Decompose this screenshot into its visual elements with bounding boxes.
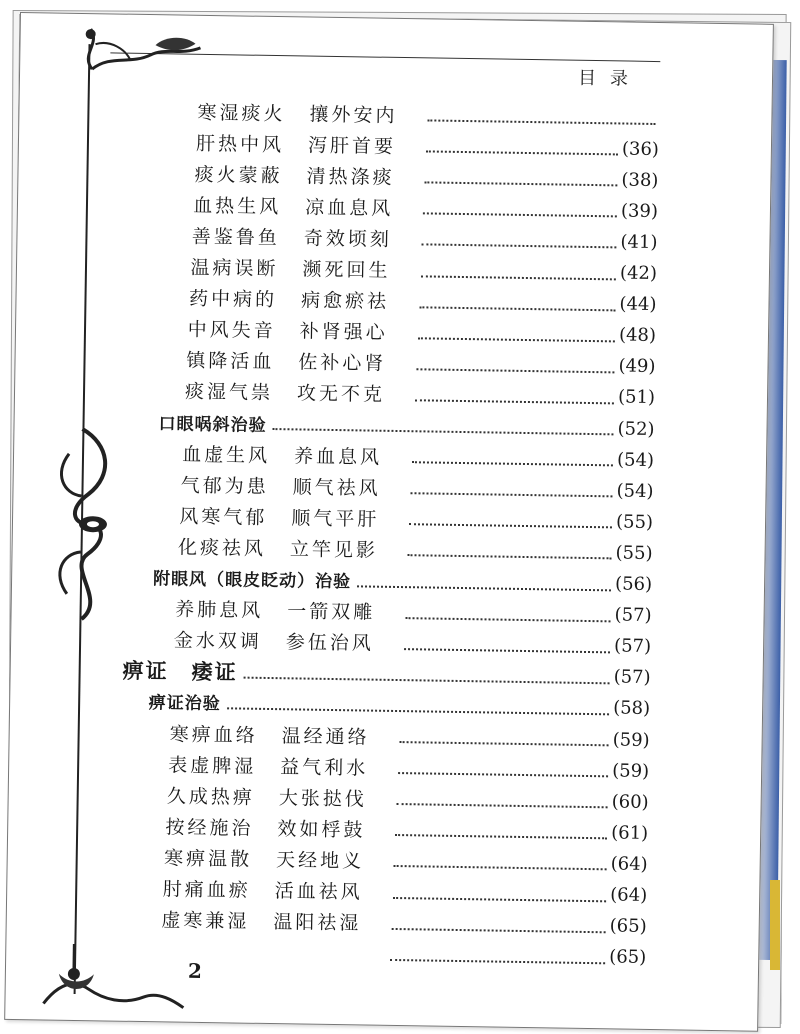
toc-heading-text: 痹证治验 (148, 693, 221, 715)
dot-leader (227, 707, 609, 715)
toc-entry-phrase-a: 寒痹温散 (163, 847, 253, 871)
toc-entry-phrase-a: 气郁为患 (180, 474, 269, 498)
toc-entry-phrase-b: 大张挞伐 (278, 786, 368, 811)
toc-page-ref: (57) (613, 666, 651, 689)
dot-leader (397, 803, 608, 808)
dot-leader (423, 213, 617, 218)
toc-page-ref: (42) (619, 262, 658, 285)
toc-page-ref: (60) (611, 791, 649, 813)
toc-page-ref: (54) (616, 480, 654, 502)
toc-entry-phrase-a: 血虚生风 (181, 443, 271, 467)
toc-entry-phrase-b (272, 952, 384, 954)
toc-page-ref: (36) (621, 138, 660, 160)
toc-page (4, 12, 774, 1032)
corner-ornament-top-icon (70, 24, 221, 86)
dot-leader (422, 244, 617, 249)
toc-page-ref: (58) (613, 697, 651, 720)
toc-entry-phrase-b: 攻无不克 (296, 382, 386, 407)
toc-entry-phrase-a: 温病误断 (190, 256, 279, 281)
dot-leader (420, 275, 616, 280)
toc-entry-phrase-a: 肘痛血瘀 (162, 878, 251, 902)
toc-entry-phrase-a: 寒湿痰火 (197, 101, 286, 125)
toc-entry-phrase-b: 病愈瘀祛 (300, 289, 390, 313)
dot-leader (394, 865, 607, 870)
dot-leader (398, 772, 608, 777)
toc-entry-phrase-a: 药中病的 (188, 287, 278, 312)
toc-entry-phrase-b: 一箭双雕 (287, 600, 376, 624)
toc-entry-phrase-a: 虚寒兼湿 (161, 909, 250, 933)
toc-entry-phrase-b: 效如桴鼓 (277, 817, 366, 842)
toc-page-ref: (38) (621, 169, 659, 191)
toc-page-ref: (51) (617, 386, 656, 409)
toc-entry-phrase-a: 金水双调 (173, 629, 263, 654)
toc-entry-phrase-b: 凉血息风 (305, 196, 394, 220)
toc-entry-phrase-b: 养血息风 (293, 444, 383, 469)
toc-page-ref: (55) (615, 511, 654, 533)
toc-entry-phrase-a: 肝热中风 (195, 132, 285, 156)
toc-entry-phrase-b: 立竿见影 (289, 538, 379, 562)
toc-entry-phrase-b: 顺气祛风 (292, 476, 381, 500)
dot-leader (391, 928, 605, 933)
toc-entry-phrase-a: 善鉴鲁鱼 (191, 225, 281, 249)
toc-page-ref: (52) (617, 417, 655, 440)
dot-leader (400, 741, 609, 746)
toc-page-ref: (56) (614, 573, 653, 595)
dot-leader (425, 182, 618, 187)
toc-page-ref: (41) (620, 231, 658, 253)
toc-page-ref: (48) (618, 324, 657, 347)
toc-entry-phrase-a (160, 950, 272, 952)
toc-entry (160, 935, 647, 973)
toc-heading-text: 痹证 痿证 (122, 657, 238, 685)
toc-page-ref: (39) (620, 200, 659, 222)
dot-leader (411, 492, 613, 497)
dot-leader (405, 617, 610, 622)
toc-entry-phrase-a: 表虚脾湿 (168, 754, 257, 778)
toc-page-ref: (65) (609, 915, 647, 938)
toc-heading-text: 口眼㖞斜治验 (158, 413, 267, 436)
toc-entry-phrase-a: 镇降活血 (186, 349, 275, 374)
toc-page-ref: (59) (612, 728, 650, 751)
toc-entry-phrase-b: 奇效顷刻 (303, 227, 393, 251)
dot-leader (412, 461, 613, 466)
dot-leader (404, 648, 610, 653)
dot-leader (393, 896, 607, 901)
toc-entry-phrase-b: 参伍治风 (285, 631, 374, 655)
toc-entry-phrase-b: 濒死回生 (302, 258, 391, 282)
toc-entry-phrase-a: 血热生风 (193, 194, 282, 218)
dot-leader (409, 523, 612, 528)
dot-leader (416, 368, 614, 373)
toc-page-ref: (57) (613, 635, 652, 658)
toc-entry-phrase-b: 佐补心肾 (298, 351, 387, 376)
section-title: 目录 (577, 67, 643, 90)
toc-page-ref: (65) (609, 946, 647, 969)
toc-entry-phrase-a: 久成热痹 (166, 785, 256, 809)
toc-entry-phrase-a: 按经施治 (165, 816, 254, 840)
toc-page-ref: (59) (612, 759, 650, 782)
page-number: 2 (187, 958, 203, 983)
toc-page-ref: (55) (615, 542, 653, 564)
dot-leader (427, 119, 655, 125)
toc-entry-phrase-a: 养肺息风 (175, 598, 264, 622)
dot-leader (418, 337, 615, 342)
toc-entry-phrase-b: 天经地义 (275, 849, 365, 873)
toc-page-ref: (64) (610, 853, 648, 875)
toc-entry-phrase-b: 顺气平肝 (291, 507, 380, 531)
side-ornament-icon (51, 424, 124, 625)
dot-leader (408, 555, 612, 560)
toc-entry-phrase-b: 清热涤痰 (306, 165, 395, 189)
toc-entry-phrase-b: 攘外安内 (309, 103, 398, 127)
dot-leader (390, 959, 605, 964)
cover-edge-mark (770, 880, 780, 970)
dot-leader (244, 676, 610, 684)
toc-page-ref: (64) (610, 884, 648, 906)
dot-leader (419, 306, 615, 311)
dot-leader (426, 150, 618, 155)
toc-entry-phrase-a: 痰火蒙蔽 (194, 163, 283, 187)
toc-page-ref: (61) (611, 822, 649, 844)
dot-leader (395, 834, 607, 839)
toc-page-ref: (57) (614, 604, 652, 627)
toc-entry-phrase-b: 益气利水 (280, 755, 369, 780)
toc-entry-phrase-b: 活血祛风 (274, 880, 363, 904)
toc-page-ref: (44) (619, 293, 657, 316)
toc-page-ref: (54) (616, 449, 655, 471)
toc-entry-phrase-a: 风寒气郁 (179, 505, 268, 529)
dot-leader (415, 399, 614, 404)
dot-leader (357, 585, 611, 591)
toc-page-ref: (49) (618, 355, 656, 378)
toc-entry-phrase-b: 泻肝首要 (307, 134, 397, 158)
toc-entry-phrase-a: 寒痹血络 (169, 722, 258, 747)
dot-leader (272, 428, 613, 435)
toc-entry-phrase-a: 痰湿气祟 (184, 381, 274, 405)
toc-entry-phrase-a: 化痰祛风 (177, 536, 267, 560)
toc-entry-phrase-b: 温阳祛湿 (273, 911, 362, 935)
toc-entry-phrase-b: 补肾强心 (299, 320, 388, 345)
toc-heading-text: 附眼风（眼皮眨动）治验 (152, 569, 352, 593)
toc-entry-phrase-a: 中风失音 (187, 318, 276, 343)
toc-entry-phrase-b: 温经通络 (281, 724, 370, 749)
